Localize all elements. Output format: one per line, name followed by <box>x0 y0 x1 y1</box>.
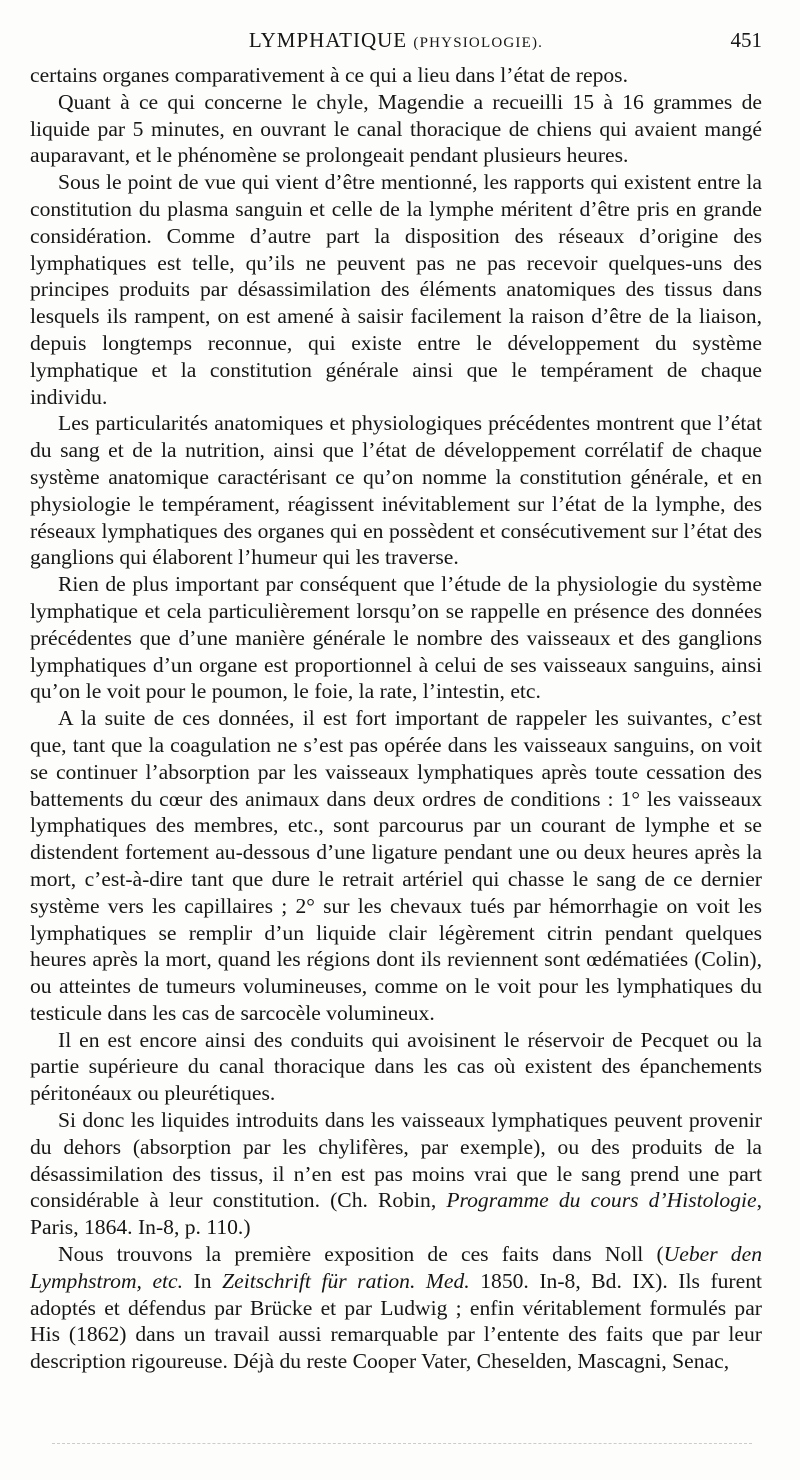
paragraph-pecquet: Il en est encore ainsi des conduits qui avoisinent le réservoir de Pecquet ou la partie supérieure du canal thoracique dans les cas où existent des épanchements péritonéaux ou pleurétiques. <box>30 1027 762 1106</box>
citation-text: , Paris, 1864. In-8, p. 110.) <box>30 1188 763 1240</box>
paragraph-absorption: A la suite de ces données, il est fort important de rappeler les suivantes, c’est que, tant que la coagulation ne s’est pas opérée dans les vaisseaux sanguins, on voit se continuer l’absorption par les vaisseaux lymphatiques après toute cessation des battements du cœur des animaux dans deux ordres de conditions : 1° les vaisseaux lymphatiques des membres, etc., sont parcourus par un courant de lymphe et se distendent fortement au-dessous d’une ligature pendant une ou deux heures après la mort, c’est-à-dire tant que dure le retrait artériel qui chasse le sang de ce dernier système vers les capillaires ; 2° sur les chevaux tués par hémorrhagie on voit les lymphatiques se remplir d’un liquide clair légèrement citrin pendant quelques heures après la mort, quand les régions dont ils reviennent sont œdématiées (Colin), ou atteintes de tumeurs volumineuses, comme on le voit pour les lymphatiques du testicule dans les cas de sarcocèle volumineux. <box>30 706 762 1025</box>
bottom-margin-line <box>52 1443 752 1444</box>
paragraph-continuation: certains organes comparativement à ce qui a lieu dans l’état de repos. <box>30 63 628 87</box>
noll-title: Ueber den Lymphstrom, etc. <box>30 1242 762 1293</box>
paragraph-particularites: Les particularités anatomiques et physiologiques précédentes montrent que l’état du sang et de la nutrition, ainsi que l’état de développement corrélatif de chaque système anatomique caractérisant ce qu’on nomme la constitution générale, et en physiologie le tempérament, réagissent inévitablement sur l’état de la lymphe, des réseaux lymphatiques des organes qui en possèdent et consécutivement sur l’état des ganglions qui élaborent l’humeur qui les traverse. <box>30 411 762 570</box>
noll-journal: Zeitschrift für ration. Med. <box>222 1268 470 1293</box>
running-title-subtitle: (PHYSIOLOGIE). <box>413 35 544 51</box>
running-title-main: LYMPHATIQUE <box>248 28 414 52</box>
running-head <box>30 28 762 58</box>
noll-text: Nous trouvons la première exposition de ces faits dans Noll ( <box>58 1242 664 1267</box>
running-title <box>30 28 762 53</box>
noll-text: 1850. In-8, Bd. IX). Ils furent adoptés et défendus par Brücke et par Ludwig ; enfin véritablement formulés par His (1862) dans un travail aussi remarquable par l’entente des faits que par leur description rigoureuse. Déjà du reste Cooper Vater, Cheselden, Mascagni, Senac, <box>30 1268 762 1374</box>
citation-title: Programme du cours d’Histologie <box>446 1188 757 1213</box>
paragraph-plasma-lymphe: Sous le point de vue qui vient d’être mentionné, les rapports qui existent entre la constitution du plasma sanguin et celle de la lymphe méritent d’être pris en grande considération. Comme d’autre part la disposition des réseaux d’origine des lymphatiques est telle, qu’ils ne peuvent pas ne pas recevoir quelques-uns des principes produits par désassimilation des éléments anatomiques des tissus dans lesquels ils rampent, on est amené à saisir facilement la raison d’être de la liaison, depuis longtemps reconnue, qui existe entre le développement du système lymphatique et la constitution générale ainsi que le tempérament de chaque individu. <box>30 170 762 409</box>
paragraph-noll <box>30 1241 762 1375</box>
page-number: 451 <box>730 28 762 52</box>
noll-text: In <box>183 1268 223 1293</box>
paragraph-robin-citation <box>30 1107 762 1241</box>
citation-text: Si donc les liquides introduits dans les vaisseaux lymphatiques peuvent provenir du dehors (absorption par les chylifères, par exemple), ou des produits de la désassimilation des tissus, il n’en est pas moins vrai que le sang prend une part considérable à leur constitution. (Ch. Robin, <box>30 1108 762 1213</box>
paragraph-chyle: Quant à ce qui concerne le chyle, Magendie a recueilli 15 à 16 grammes de liquide par 5 minutes, en ouvrant le canal thoracique de chiens qui avaient mangé auparavant, et le phénomène se prolongeait pendant plusieurs heures. <box>30 89 762 168</box>
body-text <box>30 62 762 1375</box>
paragraph-importance: Rien de plus important par conséquent que l’étude de la physiologie du système lymphatique et cela particulièrement lorsqu’on se rappelle en présence des données précédentes que d’une manière générale le nombre des vaisseaux et des ganglions lymphatiques d’un organe est proportionnel à celui de ses vaisseaux sanguins, ainsi qu’on le voit pour le poumon, le foie, la rate, l’intestin, etc. <box>30 572 762 704</box>
